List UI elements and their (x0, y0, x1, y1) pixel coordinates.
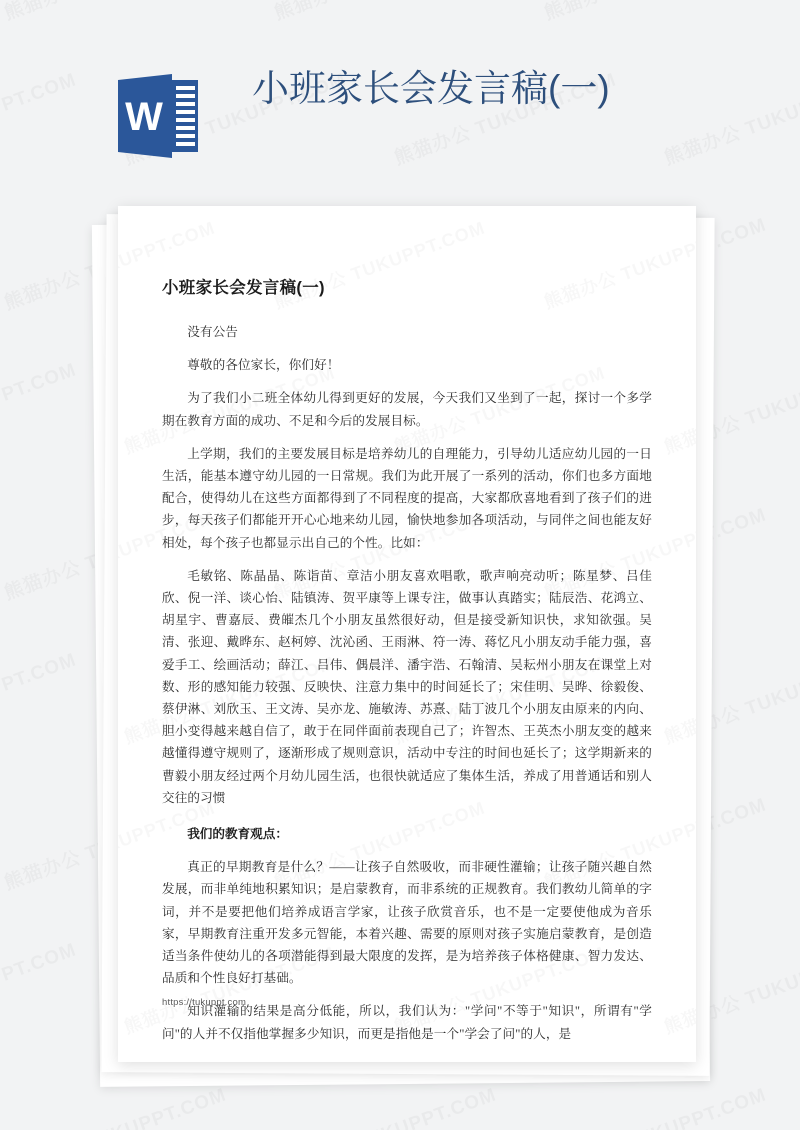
document-page (118, 206, 696, 1062)
document-footer-url: https://tukuppt.com (162, 997, 247, 1008)
document-paragraph: 真正的早期教育是什么？——让孩子自然吸收，而非硬性灌输；让孩子随兴趣自然发展，而非单纯地积累知识；是启蒙教育，而非系统的正规教育。我们教幼儿简单的字词，并不是要把他们培养成语言学家，让孩子欣赏音乐，也不是一定要使他成为音乐家，早期教育注重开发多元智能，本着兴趣、需要的原则对孩子实施启蒙教育，是创造适当条件使幼儿的各项潜能得到最大限度的发挥，是为培养孩子体格健康、智力发达、品质和个性良好打基础。 (162, 860, 652, 986)
document-paragraph: 尊敬的各位家长，你们好！ (187, 358, 340, 373)
document-paragraph: 为了我们小二班全体幼儿得到更好的发展，今天我们又坐到了一起，探讨一个多学期在教育方面的成功、不足和今后的发展目标。 (162, 391, 652, 428)
document-paragraph: 没有公告 (187, 325, 238, 339)
document-heading: 小班家长会发言稿(一) (162, 279, 325, 297)
document-paragraph: 上学期，我们的主要发展目标是培养幼儿的自理能力，引导幼儿适应幼儿园的一日生活，能基本遵守幼儿园的一日常规。我们为此开展了一系列的活动，你们也多方面地配合，使得幼儿在这些方面都得到了不同程度的提高，大家都欣喜地看到了孩子们的进步，每天孩子们都能开开心心地来幼儿园，愉快地参加各项活动，与同伴之间也能友好相处，每个孩子也都显示出自己的个性。比如： (162, 446, 652, 550)
page-header (0, 0, 800, 190)
svg-text:W: W (125, 95, 163, 139)
document-paragraph: 我们的教育观点： (187, 827, 288, 842)
document-body (162, 321, 652, 1045)
document-paragraph: 知识灌输的结果是高分低能，所以，我们认为："学问"不等于"知识"，所谓有"学问"的人并不仅指他掌握多少知识，而更是指他是一个"学会了问"的人，是 (162, 1004, 652, 1041)
document-paragraph: 毛敏铭、陈晶晶、陈诣苗、章洁小朋友喜欢唱歌，歌声响亮动听；陈星梦、吕佳欣、倪一洋、谈心怡、陆镇涛、贺平康等上课专注，做事认真踏实；陆辰浩、花鸿立、胡星宇、曹嘉辰、费皠杰几个小朋友虽然很好动，但是接受新知识快，求知欲强。吴清、张迎、戴晔东、赵柯婷、沈沁函、王雨淋、符一涛、蒋忆凡小朋友动手能力强，喜爱手工、绘画活动；薛江、吕伟、偶晨洋、潘宇浩、石翰清、吴耘州小朋友在课堂上对数、形的感知能力较强、反映快、注意力集中的时间延长了；宋佳明、吴晔、徐毅俊、蔡伊淋、刘欣玉、王文涛、吴亦龙、施敏涛、苏熹、陆丁波几个小朋友由原来的内向、胆小变得越来越自信了，敢于在同伴面前表现自己了；许智杰、王英杰小朋友变的越来越懂得遵守规则了，逐渐形成了规则意识，活动中专注的时间也延长了；这学期新来的曹毅小朋友经过两个月幼儿园生活，也很快就适应了集体生活，养成了用普通话和别人交往的习惯 (162, 568, 652, 805)
page-title: 小班家长会发言稿(一) (252, 68, 610, 109)
document-content (118, 206, 696, 1045)
word-document-icon (110, 72, 206, 160)
